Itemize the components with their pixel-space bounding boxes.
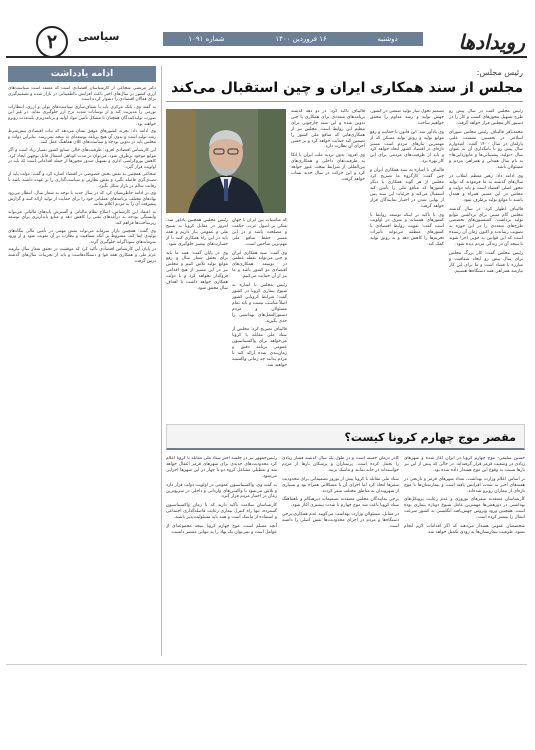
paragraph: متخصصان عفونی هشدار می‌دهند که اگر اقدامات لازم انجام نشود، ظرفیت بیمارستان‌ها به زودی تکمیل خواهد شد. — [404, 524, 525, 535]
continuation-text — [8, 86, 156, 654]
paragraph: وی گفت: سند همکاری ایران و چین می‌تواند نقطه عطفی در توسعه همکاری‌های اقتصادی دو کشور باشد و ما نیز از آن حمایت می‌کنیم. — [232, 250, 287, 280]
paragraph: قالیباف تصریح کرد: مجلس از ستاد ملی مقابله با کرونا می‌خواهد برای واکسیناسیون عمومی برنامه دقیق و زمان‌بندی شده ارائه کند تا مردم بدانند چه زمانی واکسینه خواهند شد. — [232, 327, 287, 368]
paragraph: قالیباف با اشاره به سند همکاری ایران و چین گفت: کارگروه ما تصریح کرد مجلس از هر گونه همکاری با دیگر کشورها که منافع ملی را تأمین کند استقبال می‌کند و جزئیات این سند پس از نهایی شدن در اختیار نمایندگان قرار خواهد گرفت. — [370, 168, 444, 209]
paragraph: تصمیم تحول ساز تولید صنعتی در کشور، جهش تولید و رشد مداوم را محقق خواهیم ساخت. — [370, 109, 444, 126]
paragraph: ستاد ملی مقابله با کرونا پیش از نوروز تصمیماتی برای محدودیت سفرها اتخاذ کرد اما اجرای آن با مشکلاتی همراه بود و بسیاری از شهروندان به مناطق مختلف سفر کردند. — [282, 476, 399, 494]
brand-logo: رویدادها — [458, 30, 525, 54]
column-divider — [161, 66, 162, 656]
issue-number: شماره ۱۰۹۱ — [188, 35, 225, 43]
paragraph: وی ادامه داد: رهبر معظم انقلاب در سال‌های گذشته به ما فرمودند که تولید محور اصلی اقتصاد است و باید دولت و مجلس در این مسیر همراه و همدل باشند تا موانع تولید برطرف شود. — [449, 174, 523, 203]
paragraph: رئیس مجلس گفت در سال پیش رو طرح تسهیل مجوزهای کسب و کار را در دستور کار مجلس قرار خواهد گرفت. — [449, 109, 523, 126]
paragraph: محمدباقر قالیباف رئیس مجلس شورای اسلامی در نخستین نشست علنی پارلمان در سال ۱۴۰۰ گفت: امیدوارم سال پیش رو با نامگذاری آن به عنوان سال «تولید، پشتیبانی‌ها و مانع‌زدایی‌ها» به نام سال همدلی و همراهی مردم و مسئولان باشد. — [449, 129, 523, 171]
speaker-photo — [166, 109, 286, 213]
paragraph: این کارشناس اقتصادی افزود: ظرفیت‌های خالی صنایع کشور بسیار زیاد است و اگر موانع موجود برطرف شود، می‌توان در مدت کوتاهی اشتغال قابل توجهی ایجاد کرد. کاهش بوروکراسی اداری و تسهیل صدور مجوزها از جمله اقداماتی است که باید در اولویت قرار گیرد. — [8, 147, 156, 170]
paragraph: کارشناسان معتقدند سفرهای نوروزی و عدم رعایت پروتکل‌های بهداشتی در دورهمی‌ها مهمترین عامل شیوع دوباره بیماری بوده است. همچنین ورود ویروس جهش‌یافته انگلیسی به کشور سرعت انتقال را بیشتر کرده است. — [404, 497, 525, 521]
portrait-image — [166, 109, 286, 213]
section-name: سیاسی — [78, 30, 120, 43]
lead-column-3 — [291, 109, 365, 417]
paragraph: وی گفت: همچنین بازار سرمایه می‌تواند نقش مهمی در تأمین مالی بنگاه‌های تولیدی ایفا کند، مشروط بر آنکه شفافیت و نظارت بر آن تقویت شود و از ورود سرمایه‌های سوداگرانه جلوگیری گردد. — [8, 228, 156, 245]
lead-headline: مجلس از سند همکاری ایران و چین استقبال می‌کند — [171, 80, 523, 96]
paragraph: دکتر مرتضی شجاعی از کارشناسان اقتصادی است که معتقد است سیاست‌های ارزی کشور در سال‌های اخیر باعث افزایش نااطمینانی در بازار شده و تصمیم‌گیری برای فعالان اقتصادی را دشوار کرده است. — [8, 86, 156, 103]
lead-column-2 — [370, 109, 444, 417]
paragraph: حسین سلیمی- موج چهارم کرونا در ایران آغاز شده و شهرهای زیادی در وضعیت قرمز قرار گرفته‌اند. در حالی که پیش از این نیز بارها نسبت به وقوع این موج هشدار داده شده بود. — [404, 456, 525, 473]
paragraph: رئیس مجلس با اشاره به شیوع بیماری کرونا در کشور گفت: شرایط کرونایی کشور اصلاً مناسب نیست و باید تمام مسئولان و مردم دستورالعمل‌های بهداشتی را جدی بگیرند. — [232, 283, 287, 324]
continuation-banner: ادامه یادداشت — [8, 66, 156, 82]
paragraph: در پایان این کارشناس اقتصادی تأکید کرد که موفقیت در تحقق شعار سال نیازمند عزم ملی و همکاری همه قوا و دستگاه‌هاست و باید از تجربیات سال‌های گذشته درس گرفت. — [8, 247, 156, 264]
second-column-2 — [282, 456, 399, 656]
lead-column-1 — [449, 109, 523, 417]
paragraph: رئیس مجلس گفت: کار بزرگ مجلس برای سال پیش رو ایجاد شفافیت و مبارزه با فساد است و ما برای این کار نیازمند همراهی همه دستگاه‌ها هستیم. — [449, 250, 523, 274]
paragraph: وی افزود: بدون تردید ملت ایران با اتکا به ظرفیت‌های داخلی و همکاری‌های بین‌المللی از شرایط سخت عبور خواهد کرد و این حرکت در سال جدید شتاب خواهد گرفت. — [291, 153, 365, 182]
paragraph: به گفته وی، بانک مرکزی باید با شفاف‌سازی سیاست‌های پولی و ارزی، انتظارات تورمی را مدیریت کند و از نوسانات شدید نرخ ارز جلوگیری نماید. در غیر این صورت تولیدکنندگان همچنان با مشکل تأمین مواد اولیه و برنامه‌ریزی بلندمدت روبرو خواهند بود. — [8, 104, 156, 127]
page-bottom-rule — [6, 664, 527, 665]
paragraph: وی ادامه داد: تجربه کشورهای موفق نشان می‌دهد که ثبات اقتصادی پیش‌شرط رشد تولید است و بدون آن هیچ برنامه توسعه‌ای به نتیجه نمی‌رسد. بنابراین دولت و مجلس باید در تدوین بودجه و سیاست‌های کلان هماهنگ عمل کنند. — [8, 129, 156, 146]
paragraph: برخی نمایندگان مجلس معتقدند تصمیمات دیرهنگام و ناهماهنگ ستاد کرونا باعث شد موج چهارم با شدت بیشتری آغاز شود. — [282, 497, 399, 509]
paragraph: کادر درمان خسته است و در طول یک سال گذشته فشار زیادی را تحمل کرده است. پرستاران و پزشکان بارها از مردم خواسته‌اند در خانه بمانند و ماسک بزنند. — [282, 456, 399, 473]
second-column-3 — [166, 456, 277, 656]
paragraph: رئیس مجلس همچنین یادآور شد: امروز در مقابل کرونا به بسیج ملی و عمومی نیاز داریم و همه باید در این راه همکاری کنند تا از خسارت‌های بیشتر جلوگیری شود. — [166, 218, 228, 247]
masthead — [6, 28, 527, 58]
lead-column-5 — [166, 218, 228, 418]
paragraph: وی با تأکید بر اینکه توسعه روابط با کشورهای همسایه و شرق در اولویت است گفت: تقویت روابط اقتصادی با کشورهای منطقه می‌تواند تأثیرات تحریم‌ها را کاهش دهد و به رونق تولید کمک کند. — [370, 212, 444, 248]
paragraph: که مناسبات بین ایران با جهان متکی بر اصول عزت، حکمت و مصلحت باشد و در این مسیر حفظ منافع ملی مهم‌ترین شاخص است. — [232, 218, 287, 247]
paragraph: آنچه مسلم است، موج چهارم کرونا نتیجه مجموعه‌ای از عوامل است و نمی‌توان یک نهاد را به تنهایی مقصر دانست. — [166, 524, 277, 535]
second-headline: مقصر موج چهارم کرونا کیست؟ — [344, 431, 516, 444]
paragraph: قالیباف اظهار کرد: در سال گذشته مجلس گام مثبتی برای برداشتن موانع تولید برداشت. کمیسیون‌های تخصصی طرح‌های متعددی را در این حوزه به تصویب رساندند و اکنون زمان آن رسیده است که این قوانین به خوبی اجرا شوند تا نتیجه آن در زندگی مردم دیده شود. — [449, 206, 523, 248]
lead-kicker: رئیس مجلس: — [476, 68, 523, 77]
paragraph: رئیس‌جمهور نیز در جلسه اخیر ستاد ملی مقابله با کرونا اعلام کرد محدودیت‌های جدیدی برای شهرهای قرمز اعمال خواهد شد و تعطیلی مشاغل گروه دو تا چهار در این شهرها اجرایی می‌شود. — [166, 456, 277, 479]
paragraph: وی در پایان گفت: همه ما باید برای تحقق شعار سال و رفع موانع تولید تلاش کنیم و مجلس نیز در این مسیر از هیچ اقدامی فروگذار نخواهد کرد و با دولت همکاری خواهد داشت تا اهداف سال محقق شود. — [166, 250, 228, 291]
page-number: ۲ — [36, 26, 68, 58]
lead-column-4 — [232, 218, 287, 418]
paragraph: به گفته وی، واکسیناسیون عمومی در اولویت دولت قرار دارد و تلاش می‌شود تا واکسن‌های وارداتی و داخلی در سریع‌ترین زمان در اختیار مردم قرار گیرد. — [166, 482, 277, 500]
paragraph: وی یادآور شد: این قانون با حمایت و رفع موانع تولید و رونق تولید مسکن که از مهمترین نیازهای مردم است مسیر تازه‌ای در اقتصاد کشور ایجاد خواهد کرد و باید از ظرفیت‌های مردمی برای این کار بهره برد. — [370, 129, 444, 165]
paragraph: کارشناسان سلامت تأکید دارند که تا زمان واکسیناسیون گسترده، تنها راه کنترل بیماری رعایت فاصله‌گذاری اجتماعی و استفاده از ماسک است و همه باید مسئولیت‌پذیر باشند. — [166, 503, 277, 521]
paragraph: بر اساس اعلام وزارت بهداشت، تعداد شهرهای قرمز و نارنجی در هفته‌های اخیر به شدت افزایش یافته است و بیمارستان‌ها با موج تازه‌ای از بیماران روبرو شده‌اند. — [404, 476, 525, 494]
paragraph: شجاعی همچنین به نقش بخش خصوصی در اقتصاد اشاره کرد و گفت: دولت باید از تصدی‌گری فاصله بگیرد و نقش نظارتی و سیاست‌گذاری را بر عهده داشته باشد تا رقابت سالم در بازار شکل بگیرد. — [8, 172, 156, 189]
second-headline-box — [166, 424, 525, 450]
headline-rule — [166, 101, 523, 102]
issue-date: ۱۶ فروردین ۱۴۰۰ — [275, 35, 327, 43]
issue-info-bar — [163, 32, 423, 46]
paragraph: وی در ادامه خاطرنشان کرد که در سال جدید با توجه به شعار سال، انتظار می‌رود نهادهای مختلف برنامه‌های عملیاتی خود را برای حمایت از تولید ارائه کنند و گزارش پیشرفت آن را به مردم اعلام نمایند. — [8, 191, 156, 208]
paragraph: قالیباف تأکید کرد: در دو دهه گذشته برنامه‌های متعددی برای همکاری با چین تدوین شده و این سند چارچوبی برای تنظیم این روابط است. مجلس نیز از همکاری‌هایی که منافع ملی کشور را تضمین کند حمایت خواهد کرد و بر حسن اجرای آن نظارت دارد. — [291, 109, 365, 150]
paragraph: در مقابل، مسئولان وزارت بهداشت می‌گویند عدم همکاری برخی دستگاه‌ها و مردم در اجرای محدودیت‌ها نقش اصلی را داشته است. — [282, 512, 399, 530]
second-column-1 — [404, 456, 525, 656]
issue-day: دوشنبه — [377, 35, 398, 43]
paragraph: به اعتقاد این کارشناس، اصلاح نظام مالیاتی و گسترش پایه‌های مالیاتی می‌تواند وابستگی بودجه به درآمدهای نفتی را کاهش دهد و منابع پایدارتری برای توسعه زیرساخت‌ها فراهم کند. — [8, 209, 156, 227]
